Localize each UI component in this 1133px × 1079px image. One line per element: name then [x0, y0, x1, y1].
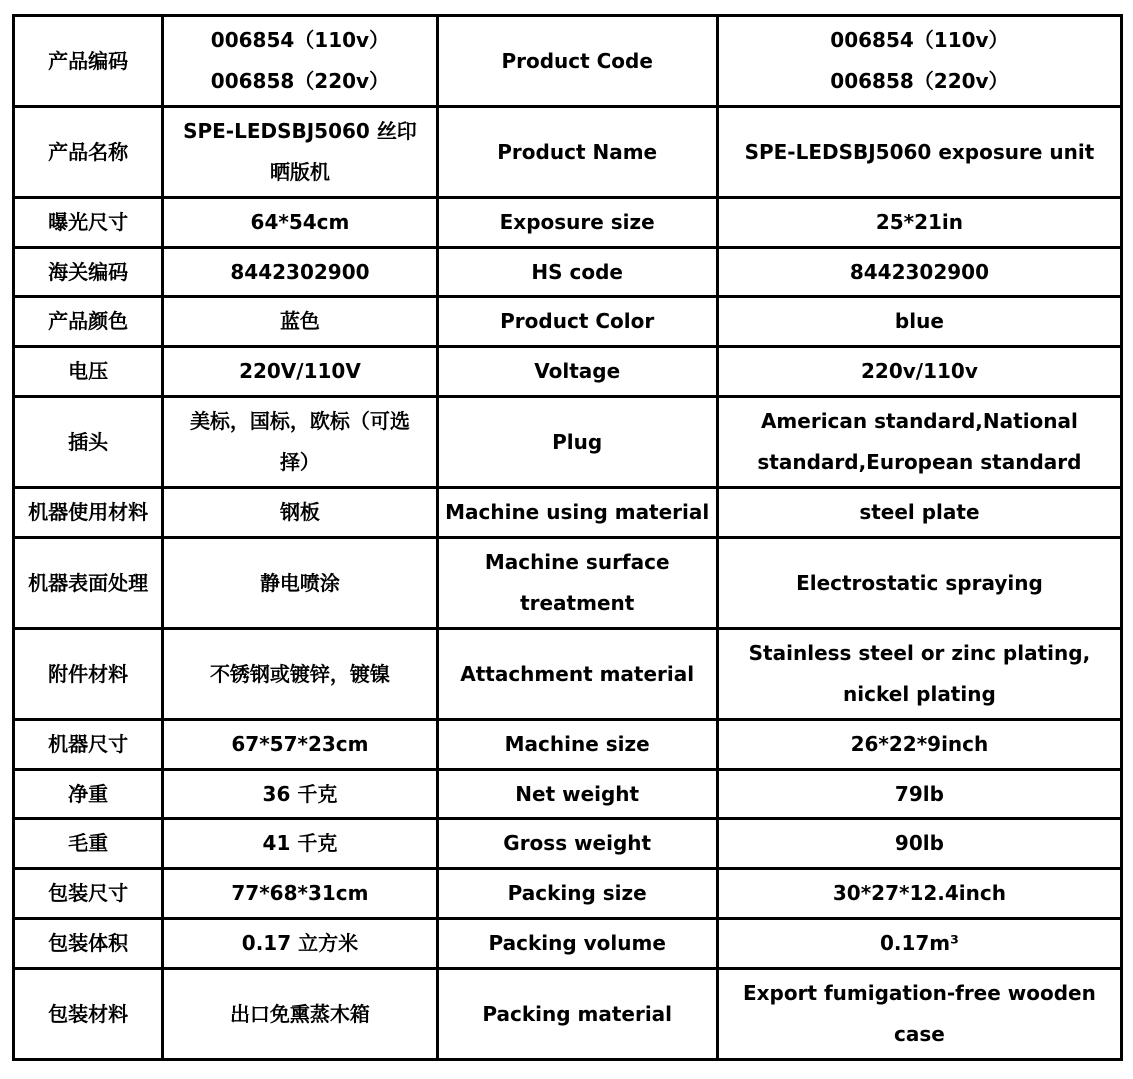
spec-value-cn: 蓝色: [163, 297, 437, 347]
spec-value-cn: 006854（110v） 006858（220v）: [163, 16, 437, 107]
spec-value-cn: 64*54cm: [163, 198, 437, 248]
spec-label-en: Machine surface treatment: [437, 538, 717, 629]
spec-label-cn: 海关编码: [14, 248, 163, 297]
table-row: [14, 16, 1122, 107]
table-row: [14, 819, 1122, 869]
spec-value-cn: 出口免熏蒸木箱: [163, 969, 437, 1060]
spec-label-en: Exposure size: [437, 198, 717, 248]
spec-value-en: steel plate: [717, 488, 1121, 538]
spec-value-cn: 0.17 立方米: [163, 919, 437, 969]
spec-value-en: 26*22*9inch: [717, 720, 1121, 770]
spec-label-en: HS code: [437, 248, 717, 297]
table-row: [14, 770, 1122, 819]
spec-label-en: Product Name: [437, 107, 717, 198]
spec-value-cn: 67*57*23cm: [163, 720, 437, 770]
table-row: [14, 869, 1122, 919]
table-row: [14, 248, 1122, 297]
spec-label-cn: 包装材料: [14, 969, 163, 1060]
spec-value-en: 25*21in: [717, 198, 1121, 248]
spec-label-cn: 产品编码: [14, 16, 163, 107]
table-row: [14, 297, 1122, 347]
spec-label-cn: 产品名称: [14, 107, 163, 198]
spec-label-cn: 包装尺寸: [14, 869, 163, 919]
spec-label-cn: 净重: [14, 770, 163, 819]
spec-value-cn: 36 千克: [163, 770, 437, 819]
spec-label-en: Product Color: [437, 297, 717, 347]
table-row: [14, 397, 1122, 488]
spec-label-en: Gross weight: [437, 819, 717, 869]
spec-label-cn: 电压: [14, 347, 163, 397]
spec-label-cn: 机器表面处理: [14, 538, 163, 629]
spec-value-en: blue: [717, 297, 1121, 347]
spec-value-en: Stainless steel or zinc plating, nickel plating: [717, 629, 1121, 720]
spec-value-cn: 8442302900: [163, 248, 437, 297]
spec-value-en: Export fumigation-free wooden case: [717, 969, 1121, 1060]
spec-value-en: American standard,National standard,European standard: [717, 397, 1121, 488]
table-row: [14, 198, 1122, 248]
table-row: [14, 919, 1122, 969]
spec-value-en: 006854（110v） 006858（220v）: [717, 16, 1121, 107]
spec-label-en: Product Code: [437, 16, 717, 107]
spec-value-en: 90lb: [717, 819, 1121, 869]
spec-label-cn: 附件材料: [14, 629, 163, 720]
spec-value-cn: 220V/110V: [163, 347, 437, 397]
spec-label-en: Attachment material: [437, 629, 717, 720]
spec-table: [12, 14, 1123, 1061]
spec-value-cn: 41 千克: [163, 819, 437, 869]
spec-label-cn: 机器尺寸: [14, 720, 163, 770]
spec-value-en: 220v/110v: [717, 347, 1121, 397]
spec-label-en: Plug: [437, 397, 717, 488]
spec-label-cn: 毛重: [14, 819, 163, 869]
table-row: [14, 969, 1122, 1060]
spec-label-en: Packing material: [437, 969, 717, 1060]
spec-label-en: Machine size: [437, 720, 717, 770]
spec-value-cn: 美标，国标，欧标（可选 择）: [163, 397, 437, 488]
spec-table-body: [14, 16, 1122, 1060]
spec-value-en: 79lb: [717, 770, 1121, 819]
spec-value-en: Electrostatic spraying: [717, 538, 1121, 629]
spec-value-cn: 钢板: [163, 488, 437, 538]
spec-label-en: Voltage: [437, 347, 717, 397]
table-row: [14, 107, 1122, 198]
spec-value-en: 8442302900: [717, 248, 1121, 297]
spec-label-cn: 产品颜色: [14, 297, 163, 347]
table-row: [14, 347, 1122, 397]
spec-label-en: Packing size: [437, 869, 717, 919]
spec-label-cn: 包装体积: [14, 919, 163, 969]
spec-label-en: Machine using material: [437, 488, 717, 538]
spec-value-cn: 静电喷涂: [163, 538, 437, 629]
spec-label-en: Packing volume: [437, 919, 717, 969]
table-row: [14, 720, 1122, 770]
spec-value-cn: 77*68*31cm: [163, 869, 437, 919]
spec-value-en: 0.17m³: [717, 919, 1121, 969]
spec-label-cn: 插头: [14, 397, 163, 488]
spec-label-cn: 机器使用材料: [14, 488, 163, 538]
spec-value-cn: SPE-LEDSBJ5060 丝印 晒版机: [163, 107, 437, 198]
spec-label-cn: 曝光尺寸: [14, 198, 163, 248]
spec-label-en: Net weight: [437, 770, 717, 819]
spec-value-en: 30*27*12.4inch: [717, 869, 1121, 919]
table-row: [14, 629, 1122, 720]
spec-value-cn: 不锈钢或镀锌，镀镍: [163, 629, 437, 720]
spec-value-en: SPE-LEDSBJ5060 exposure unit: [717, 107, 1121, 198]
table-row: [14, 488, 1122, 538]
table-row: [14, 538, 1122, 629]
